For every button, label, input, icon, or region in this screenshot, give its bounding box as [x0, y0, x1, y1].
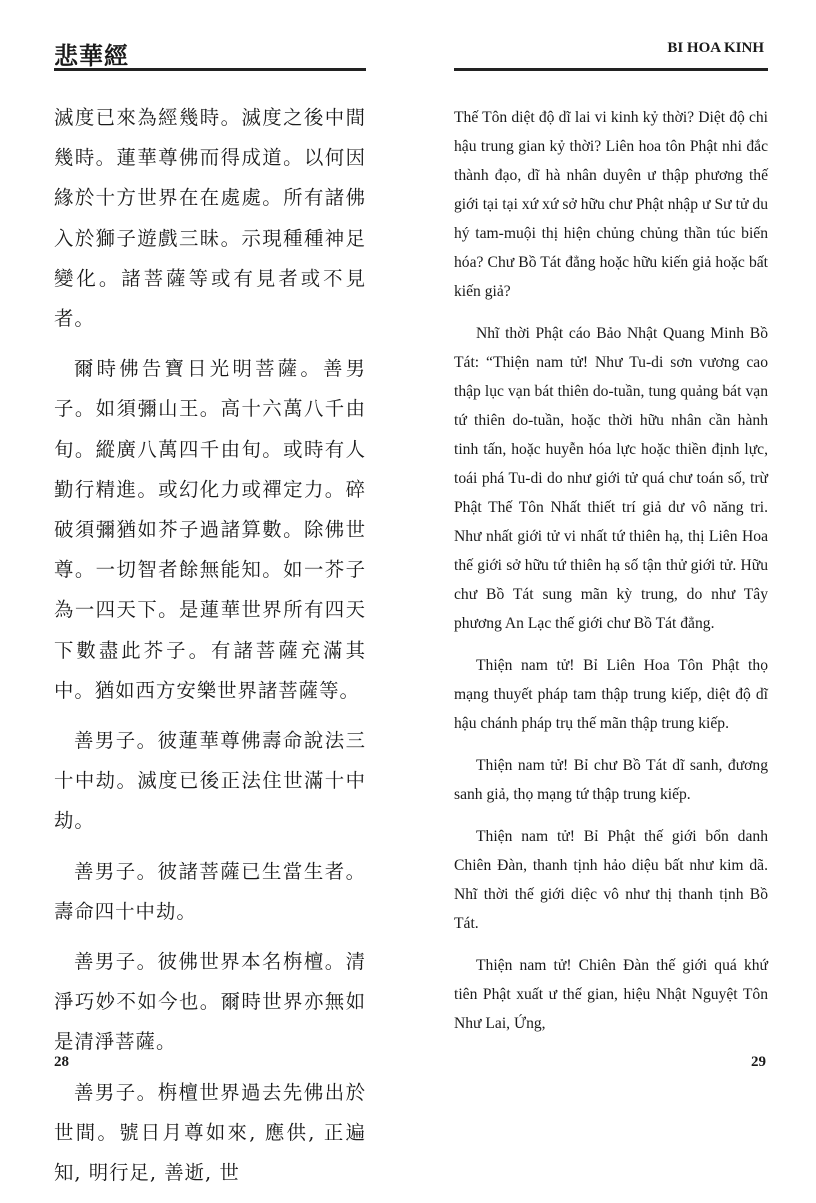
- right-header-rule: [454, 68, 768, 71]
- right-paragraph-2: Nhĩ thời Phật cáo Bảo Nhật Quang Minh Bồ Tát: “Thiện nam tử! Như Tu-di sơn vương cao thập lục vạn bát thiên do-tuần, tung quảng bát vạn tứ thiên do-tuần, hoặc thời hữu nhân cần hành tinh tấn, hoặc huyễn hóa lực hoặc thiền định lực, toái phá Tu-di do như giới tử quá chư toán số, trừ Phật Thế Tôn Nhất thiết trí giả dư vô năng tri. Như nhất giới tử vi nhất tứ thiên hạ, thị Liên Hoa thế giới sở hữu tứ thiên hạ số tận thử giới tử. Hữu chư Bồ Tát sung mãn kỳ trung, do như Tây phương An Lạc thế giới chư Bồ Tát đẳng.: [454, 325, 768, 632]
- left-paragraph-3: 善男子。彼蓮華尊佛壽命說法三十中劫。滅度已後正法住世滿十中劫。: [54, 729, 366, 833]
- left-page-number: 28: [54, 1054, 69, 1070]
- right-paragraph-3: Thiện nam tử! Bỉ Liên Hoa Tôn Phật thọ mạng thuyết pháp tam thập trung kiếp, diệt độ dĩ hậu chánh pháp trụ thế mãn thập trung kiếp.: [454, 657, 768, 732]
- left-body-text: [54, 98, 366, 1203]
- left-paragraph-6: 善男子。栴檀世界過去先佛出於世間。號日月尊如來, 應供, 正遍知, 明行足, 善逝, 世: [54, 1080, 366, 1185]
- left-header-rule: [54, 68, 366, 71]
- right-paragraph-5: Thiện nam tử! Bỉ Phật thế giới bổn danh Chiên Đàn, thanh tịnh hảo diệu bất như kim dã. Nhĩ thời thế giới diệc vô như thị thanh tịnh Bồ Tát.: [454, 828, 768, 932]
- left-paragraph-2: 爾時佛告寶日光明菩薩。善男子。如須彌山王。高十六萬八千由旬。縱廣八萬四千由旬。或時有人勤行精進。或幻化力或禪定力。碎破須彌猶如芥子過諸算數。除佛世尊。一切智者餘無能知。如一芥子為一四天下。是蓮華世界所有四天下數盡此芥子。有諸菩薩充滿其中。猶如西方安樂世界諸菩薩等。: [54, 357, 366, 702]
- right-paragraph-4: Thiện nam tử! Bỉ chư Bồ Tát dĩ sanh, đương sanh giả, thọ mạng tứ thập trung kiếp.: [454, 757, 768, 803]
- left-paragraph-5: 善男子。彼佛世界本名栴檀。清淨巧妙不如今也。爾時世界亦無如是清淨菩薩。: [54, 950, 366, 1054]
- right-page-number: 29: [751, 1054, 766, 1070]
- right-paragraph-6: Thiện nam tử! Chiên Đàn thế giới quá khứ tiên Phật xuất ư thế gian, hiệu Nhật Nguyệt Tôn Như Lai, Ứng,: [454, 957, 768, 1032]
- right-body-text: [454, 103, 768, 1051]
- left-page: [0, 0, 408, 1185]
- right-running-header: BI HOA KINH: [667, 40, 764, 56]
- left-running-header: 悲華經: [54, 41, 129, 70]
- left-paragraph-1: 滅度已來為經幾時。滅度之後中間幾時。蓮華尊佛而得成道。以何因緣於十方世界在在處處。所有諸佛入於獅子遊戲三昧。示現種種神足變化。諸菩薩等或有見者或不見者。: [54, 106, 366, 331]
- left-paragraph-4: 善男子。彼諸菩薩已生當生者。壽命四十中劫。: [54, 859, 366, 923]
- right-paragraph-1: Thế Tôn diệt độ dĩ lai vi kinh kỷ thời? Diệt độ chi hậu trung gian kỷ thời? Liên hoa tôn Phật nhi đắc thành đạo, dĩ hà nhân duyên ư thập phương thế giới tại tại xứ xứ sở hữu chư Phật nhập ư Sư tử du hý tam-muội thị hiện chủng chủng thần túc biến hóa? Chư Bồ Tát đẳng hoặc hữu kiến giả hoặc bất kiến giả?: [454, 109, 768, 300]
- right-page: [408, 0, 816, 1123]
